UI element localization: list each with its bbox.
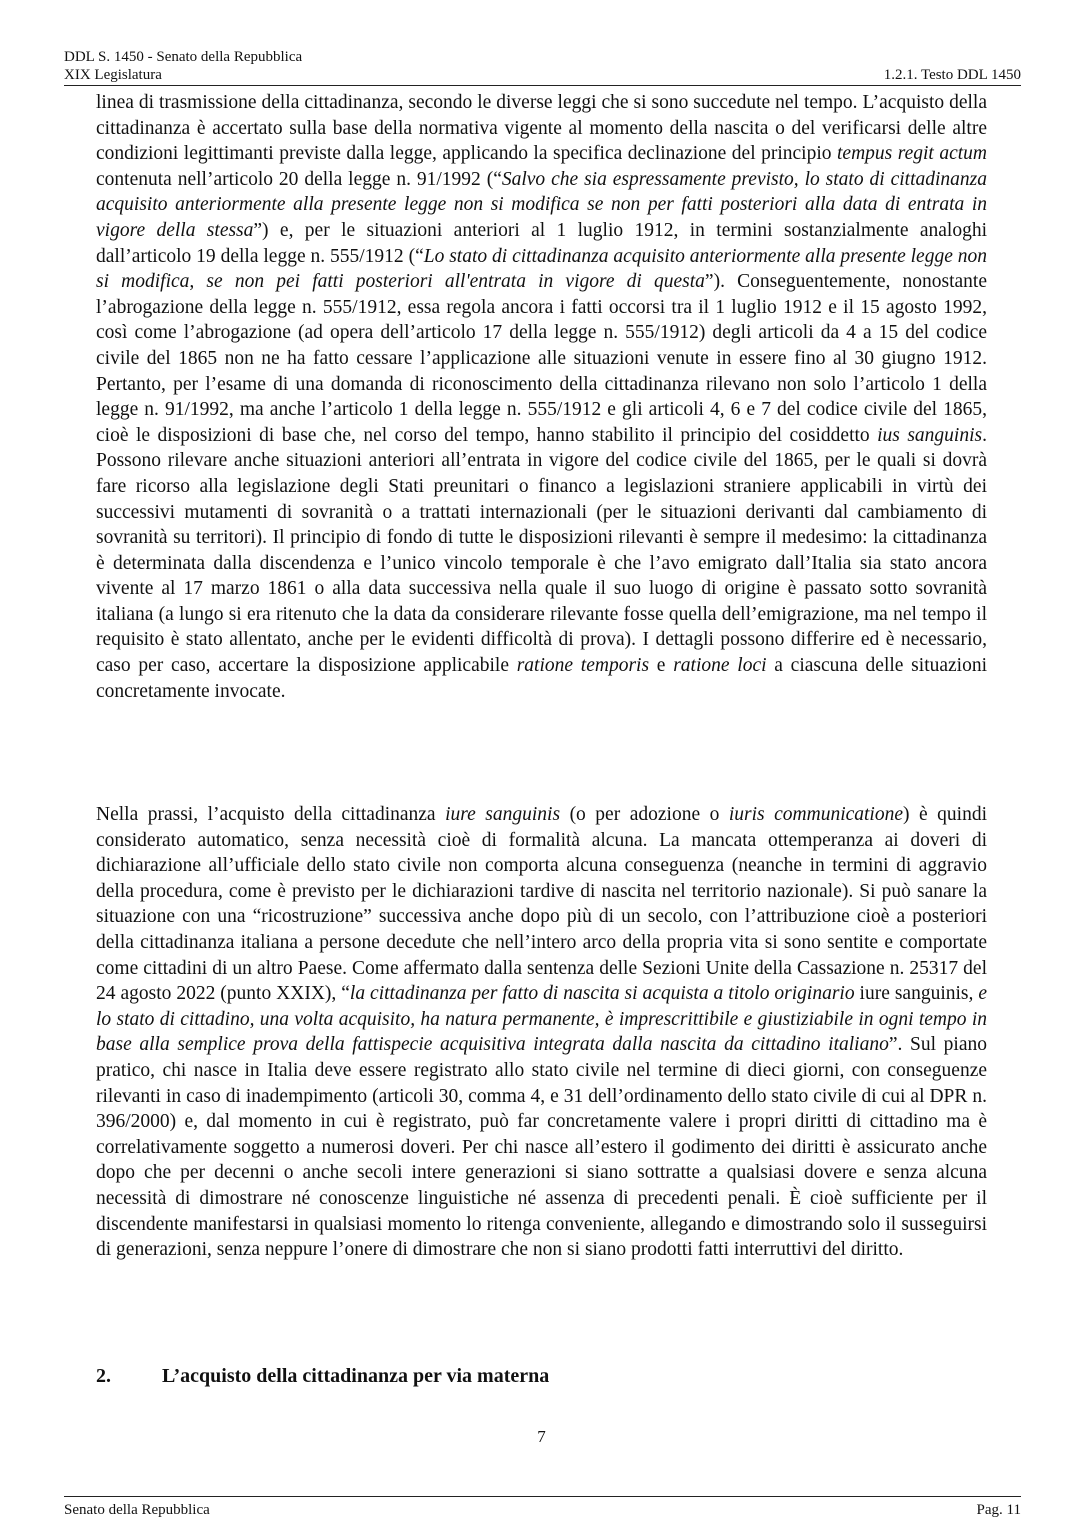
text-run: Nella prassi, l’acquisto della cittadinanza [96,804,446,825]
page-number: 7 [537,1427,546,1446]
section-number: 2. [96,1365,111,1387]
italic-quote: Lo stato di cittadinanza acquisito anteriormente alla presente legge non si modifica, se non pei fatti posteriori all'entrata in vigore di questa [96,245,987,293]
text-run: ) è quindi considerato automatico, senza necessità cioè di formalità alcuna. La mancata ottemperanza ai doveri di dichiarazione all’ufficiale dello stato civile non comporta alcuna conseguenza (neanche in termini di aggravio della procedura, come è previsto per le dichiarazioni tardive di nascita nel territorio nazionale). Si può sanare la situazione con una “ricostruzione” successiva anche dopo più di un secolo, con l’attribuzione cioè a posteriori della cittadinanza italiana a persone decedute che nell’intero arco della propria vita si sono sentite e comportate come cittadini di un altro Paese. Come affermato dalla sentenza delle Sezioni Unite della Cassazione n. 25317 del 24 agosto 2022 (punto XXIX), “ [96,804,988,1005]
text-run: (o per adozione o [560,804,729,825]
italic-quote: la cittadinanza per fatto di nascita si acquista a titolo originario [349,983,855,1005]
text-run: ”) e, per le situazioni anteriori al 1 luglio 1912, in termini sostanzialmente analoghi dall’articolo 19 della legge n. 555/1912 (“ [96,219,988,267]
italic-run: iure sanguinis [445,804,561,825]
italic-run: tempus regit actum [837,143,987,165]
text-run: iure sanguinis [854,983,969,1005]
text-run: linea di trasmissione della cittadinanza, secondo le diverse leggi che si sono succedute nel tempo. L’acquisto della cittadinanza è accertato sulla base della normativa vigente al momento della nascita o del verificarsi delle altre condizioni legittimanti previste dalla legge, applicando la specifica declinazione del principio [96,92,987,165]
header-legislature: XIX Legislatura [64,67,162,83]
header-divider [64,85,1021,86]
paragraph-text [96,802,987,1263]
section-title: L’acquisto della cittadinanza per via materna [162,1365,550,1387]
italic-quote: , e lo stato di cittadino, una volta acquisito, ha natura permanente, è imprescrittibile e giustiziabile in ogni tempo in base alla semplice prova della fattispecie acquisitiva integrata dalla nascita da cittadino italiano [96,983,988,1056]
footer-divider [64,1496,1021,1497]
italic-run: ius sanguinis [877,424,983,446]
body-paragraph-2 [96,802,987,1263]
italic-run: ratione loci [673,655,767,677]
text-run: . Possono rilevare anche situazioni anteriori all’entrata in vigore del codice civile del 1865, per le quali si dovrà fare ricorso alla legislazione degli Stati preunitari o financo a legislazioni straniere applicabili in virtù dei successivi mutamenti di sovranità o a trattati internazionali (per le situazioni derivanti dal cambiamento di sovranità su territori). Il principio di fondo di tutte le disposizioni rilevanti è sempre il medesimo: la cittadinanza è determinata dalla discendenza e l’unico vincolo temporale è che l’avo emigrato dall’Italia sia stato ancora vivente al 17 marzo 1861 o alla data successiva nella quale il suo luogo di origine è passato sotto sovranità italiana (a lungo si era ritenuto che la data da considerare rilevante fosse quella dell’emigrazione, ma nel tempo il requisito è stato allentato, anche per le evidenti difficoltà di prova). I dettagli possono differire ed è necessario, caso per caso, accertare la disposizione applicabile [96,424,987,677]
section-heading [96,1363,549,1389]
header-section-ref: 1.2.1. Testo DDL 1450 [883,67,1021,83]
text-run: a ciascuna delle situazioni concretamente invocate. [96,655,988,702]
page-header [64,48,302,84]
header-document-title: DDL S. 1450 - Senato della Repubblica [64,49,303,65]
text-run: ”. Sul piano pratico, chi nasce in Italia deve essere registrato allo stato civile nel termine di dieci giorni, con conseguenze rilevanti in caso di inadempimento (articoli 30, comma 4, e 31 dell’ordinamento dello stato civile di cui al DPR n. 396/2000) e, dal momento in cui è registrato, può far concretamente valere i propri diritti di cittadino ma è correlativamente soggetto a numerosi doveri. Per chi nasce all’estero il godimento dei diritti è assicurato anche dopo che per decenni o anche secoli intere generazioni si siano sottratte a qualsiasi dovere e senza alcuna necessità di dimostrare né conoscenze linguistiche né assenza di precedenti penali. È cioè sufficiente per il discendente manifestarsi in qualsiasi momento lo ritenga conveniente, allegando e dimostrando solo il susseguirsi di generazioni, senza neppure l’onere di dimostrare che non si siano prodotti fatti interruttivi del diritto. [96,1034,987,1261]
italic-run: ratione temporis [516,655,650,677]
body-paragraph-1 [96,90,987,704]
text-run: contenuta nell’articolo 20 della legge n. 91/1992 (“ [96,168,502,190]
footer-institution: Senato della Repubblica [64,1502,210,1518]
text-run: e [649,655,674,677]
footer-page-label: Pag. 11 [976,1502,1021,1518]
text-run: ”). Conseguentemente, nonostante l’abrogazione della legge n. 555/1912, essa regola ancora i fatti occorsi tra il 1 luglio 1912 e il 15 agosto 1992, così come l’abrogazione (ad opera dell’articolo 17 della legge n. 555/1912) degli articoli da 4 a 15 del codice civile del 1865 non ne ha fatto cessare l’applicazione alle situazioni venute in essere fino al 30 giugno 1912. Pertanto, per l’esame di una domanda di riconoscimento della cittadinanza rilevano non solo l’articolo 1 della legge n. 91/1992, ma anche l’articolo 1 della legge n. 555/1912 e gli articoli 4, 6 e 7 del codice civile del 1865, cioè le disposizioni di base che, nel corso del tempo, hanno stabilito il principio del cosiddetto [96,271,987,446]
italic-quote: Salvo che sia espressamente previsto, lo stato di cittadinanza acquisito anteriormente alla presente legge non si modifica se non per fatti posteriori alla data di entrata in vigore della stessa [96,168,988,241]
italic-run: iuris communicatione [728,804,904,825]
paragraph-text [96,90,987,704]
